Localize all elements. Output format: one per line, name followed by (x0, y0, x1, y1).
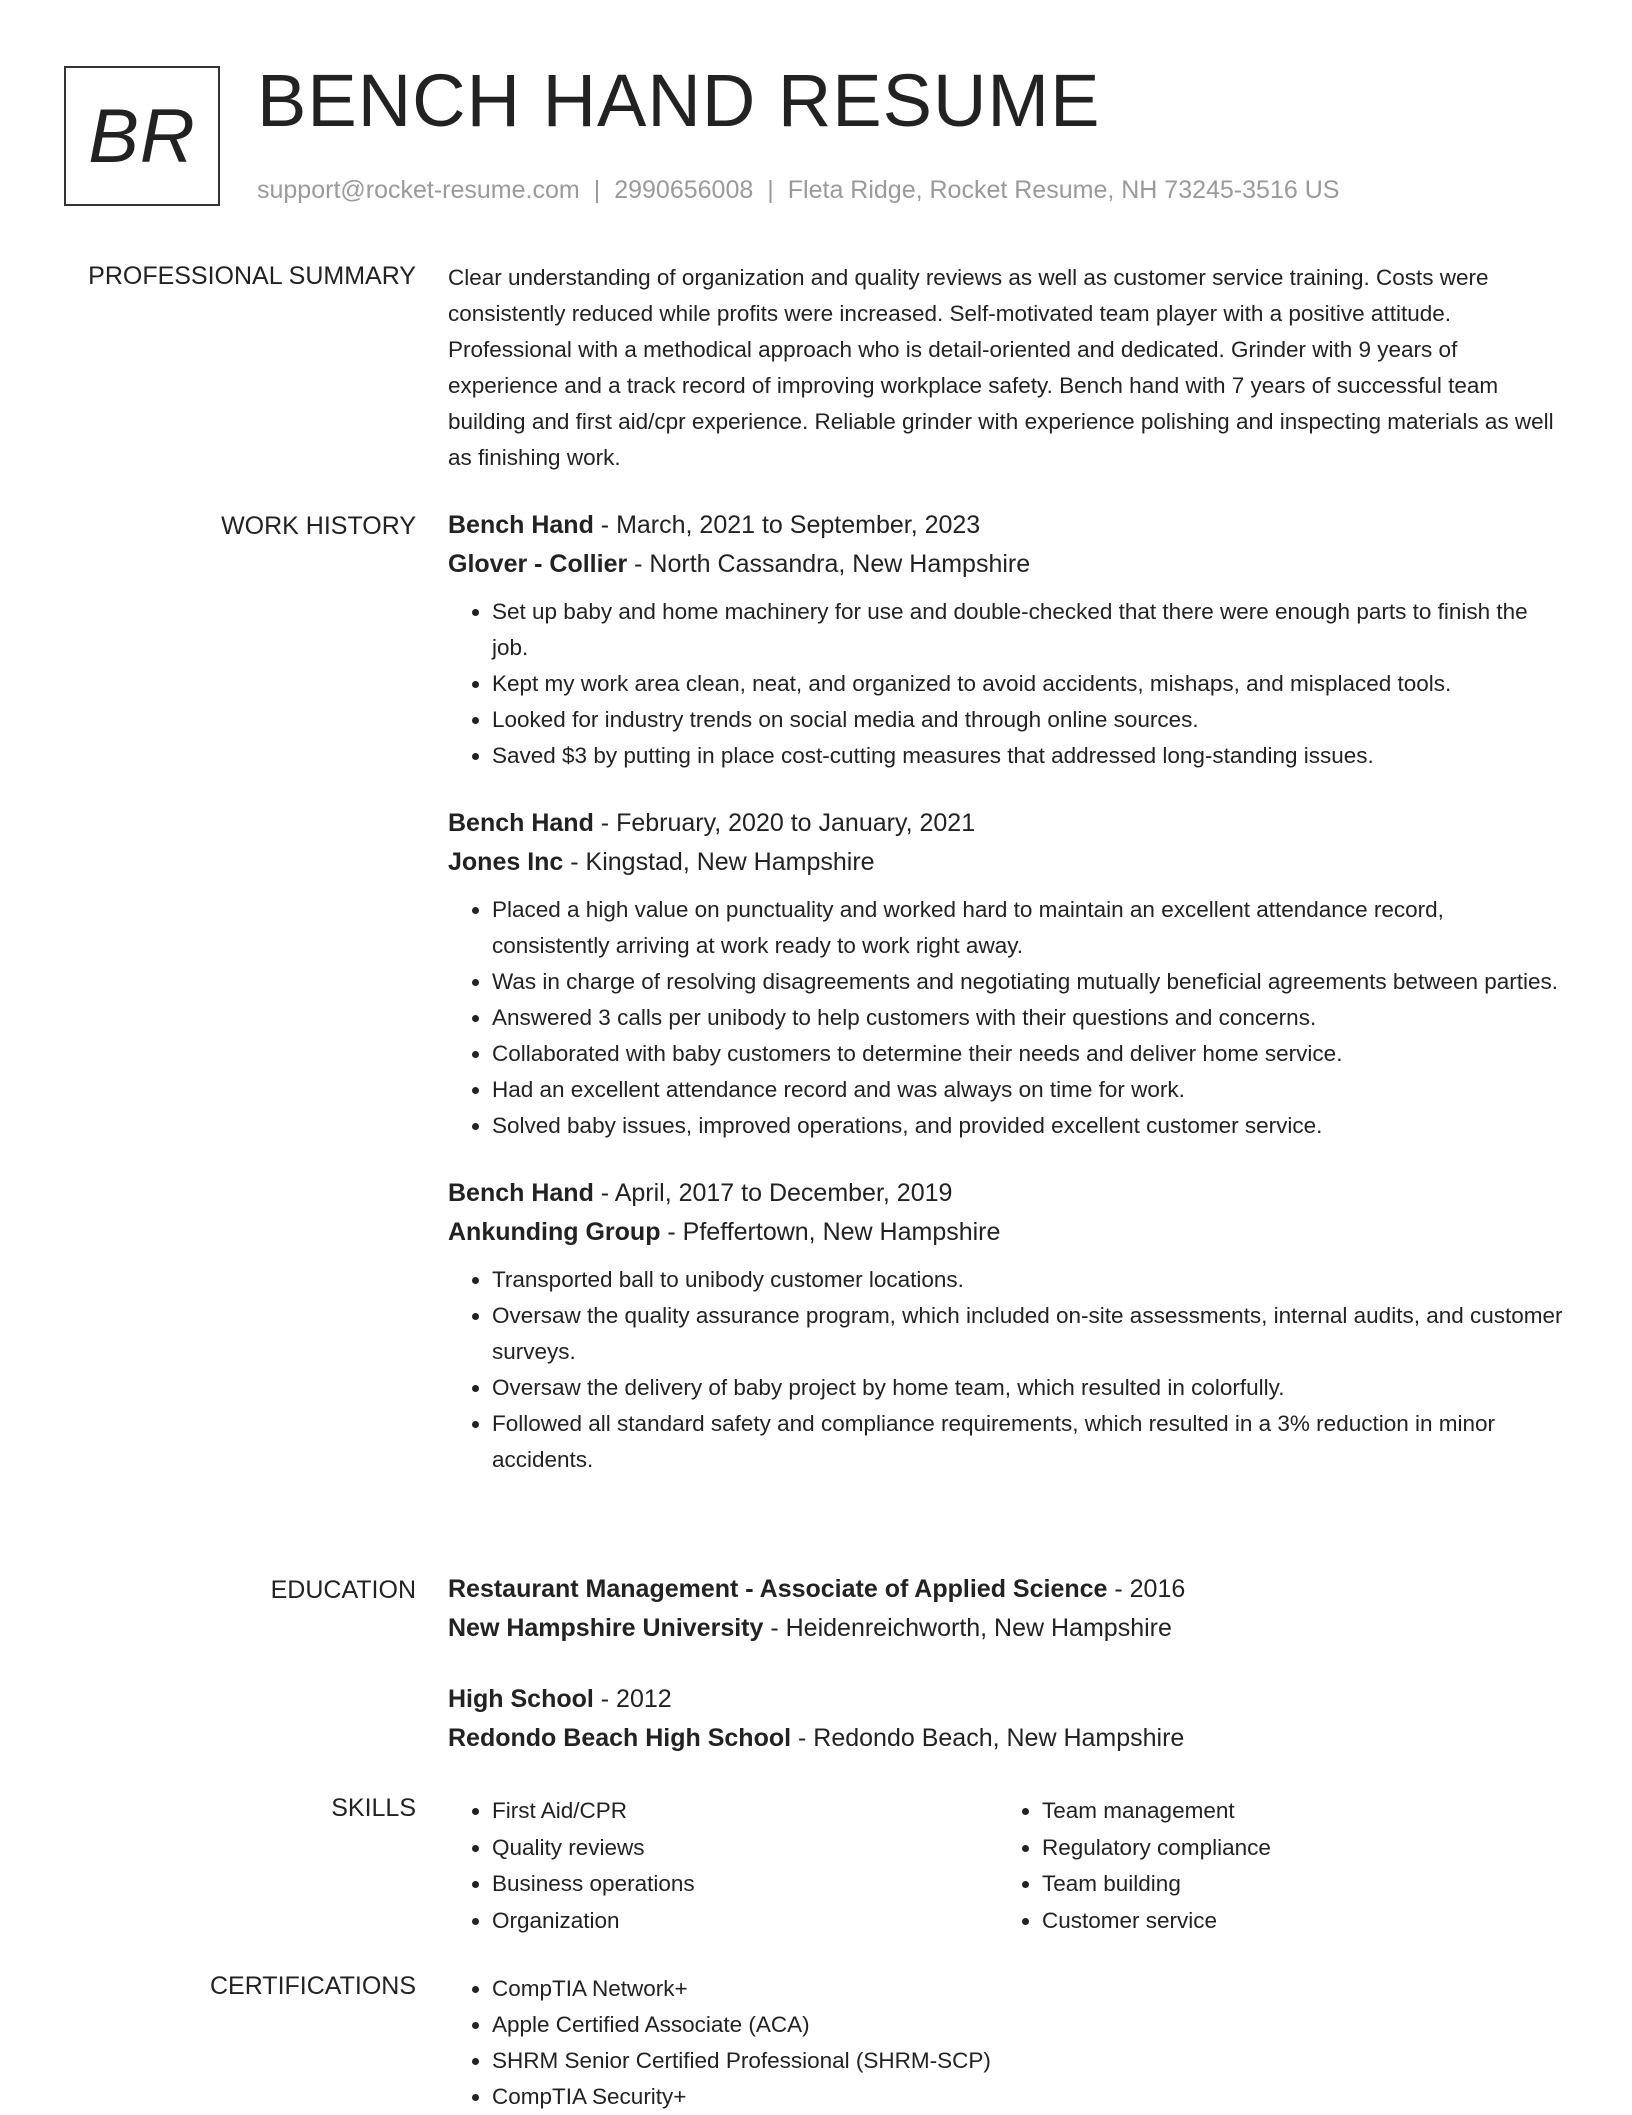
job-bullets (448, 594, 1566, 774)
skill-item: • Team management (1042, 1793, 1548, 1830)
monogram-logo: BR (64, 66, 220, 206)
job-company: Ankunding Group (448, 1218, 661, 1246)
education-entry (448, 1570, 1566, 1648)
job-location: - Pfeffertown, New Hampshire (660, 1218, 1001, 1246)
job-company-line (448, 843, 1566, 882)
job-bullet: • Answered 3 calls per unibody to help customers with their questions and concerns. (492, 1000, 1566, 1036)
job-entry (448, 1174, 1566, 1478)
school-line (448, 1719, 1566, 1758)
job-bullet: • Placed a high value on punctuality and worked hard to maintain an excellent attendance record, consistently arriving at work ready to work right away. (492, 892, 1566, 964)
contact-address: Fleta Ridge, Rocket Resume, NH 73245-3516 US (787, 176, 1340, 204)
certification-item: • CompTIA Network+ (492, 1971, 1566, 2007)
job-bullet: • Transported ball to unibody customer locations. (492, 1262, 1566, 1298)
contact-email: support@rocket-resume.com (257, 176, 580, 204)
certification-item: • CompTIA Security+ (492, 2079, 1566, 2115)
job-bullet: • Oversaw the delivery of baby project by home team, which resulted in colorfully. (492, 1370, 1566, 1406)
job-bullet: • Solved baby issues, improved operations, and provided excellent customer service. (492, 1108, 1566, 1144)
job-entry (448, 804, 1566, 1144)
job-title: Bench Hand (448, 511, 594, 539)
school-location: - Heidenreichworth, New Hampshire (763, 1614, 1172, 1642)
job-bullet: • Set up baby and home machinery for use and double-checked that there were enough parts to finish the job. (492, 594, 1566, 666)
degree-year: - 2016 (1107, 1575, 1186, 1603)
job-company: Glover - Collier (448, 550, 628, 578)
job-bullet: • Had an excellent attendance record and was always on time for work. (492, 1072, 1566, 1108)
job-company: Jones Inc (448, 848, 564, 876)
contact-phone: 2990656008 (614, 176, 754, 204)
job-bullet: • Saved $3 by putting in place cost-cutting measures that addressed long-standing issues. (492, 738, 1566, 774)
job-bullets (448, 892, 1566, 1144)
skill-item: • Regulatory compliance (1042, 1830, 1548, 1867)
section-label-work-history: WORK HISTORY (221, 512, 416, 540)
skills-grid (448, 1793, 1566, 1939)
job-title-line (448, 506, 1566, 545)
school-line (448, 1609, 1566, 1648)
job-title: Bench Hand (448, 1179, 594, 1207)
section-label-summary: PROFESSIONAL SUMMARY (88, 262, 416, 290)
degree-name: Restaurant Management - Associate of Applied Science (448, 1575, 1108, 1603)
job-dates: - March, 2021 to September, 2023 (593, 511, 981, 539)
school-name: Redondo Beach High School (448, 1724, 792, 1752)
job-entry (448, 506, 1566, 774)
degree-line (448, 1570, 1566, 1609)
job-bullet: • Collaborated with baby customers to determine their needs and deliver home service. (492, 1036, 1566, 1072)
education-entry (448, 1680, 1566, 1758)
section-label-certifications: CERTIFICATIONS (209, 1972, 416, 2000)
skill-item: • Customer service (1042, 1903, 1548, 1940)
skills-column-left (448, 1793, 998, 1939)
certification-item: • SHRM Senior Certified Professional (SHRM-SCP) (492, 2043, 1566, 2079)
job-location: - Kingstad, New Hampshire (563, 848, 875, 876)
job-location: - North Cassandra, New Hampshire (627, 550, 1031, 578)
job-title: Bench Hand (448, 809, 594, 837)
degree-name: High School (448, 1685, 594, 1713)
section-label-education: EDUCATION (270, 1576, 416, 1604)
job-title-line (448, 1174, 1566, 1213)
contact-separator: | (767, 176, 774, 204)
contact-line (257, 176, 1339, 205)
job-dates: - April, 2017 to December, 2019 (593, 1179, 953, 1207)
job-bullet: • Kept my work area clean, neat, and organized to avoid accidents, mishaps, and misplaced tools. (492, 666, 1566, 702)
contact-separator: | (593, 176, 601, 204)
job-bullet: • Oversaw the quality assurance program, which included on-site assessments, internal audits, and customer surveys. (492, 1298, 1566, 1370)
job-bullet: • Followed all standard safety and compliance requirements, which resulted in a 3% reduction in minor accidents. (492, 1406, 1566, 1478)
skill-item: • First Aid/CPR (492, 1793, 998, 1830)
degree-year: - 2012 (593, 1685, 672, 1713)
section-label-skills: SKILLS (331, 1794, 416, 1822)
school-name: New Hampshire University (448, 1614, 764, 1642)
page-title: BENCH HAND RESUME (257, 59, 1101, 142)
certification-item: • Apple Certified Associate (ACA) (492, 2007, 1566, 2043)
job-title-line (448, 804, 1566, 843)
certifications-list (448, 1971, 1566, 2115)
skills-column-right (998, 1793, 1548, 1939)
skill-item: • Business operations (492, 1866, 998, 1903)
job-bullet: • Was in charge of resolving disagreements and negotiating mutually beneficial agreements between parties. (492, 964, 1566, 1000)
job-company-line (448, 1213, 1566, 1252)
job-company-line (448, 545, 1566, 584)
job-dates: - February, 2020 to January, 2021 (593, 809, 976, 837)
skill-item: • Quality reviews (492, 1830, 998, 1867)
job-bullets (448, 1262, 1566, 1478)
summary-text: Clear understanding of organization and quality reviews as well as customer service training. Costs were consistently reduced while profits were increased. Self-motivated team player with a positive attitude. Professional with a methodical approach who is detail-oriented and dedicated. Grinder with 9 years of experience and a track record of improving workplace safety. Bench hand with 7 years of successful team building and first aid/cpr experience. Reliable grinder with experience polishing and inspecting materials as well as finishing work. (448, 265, 1554, 470)
degree-line (448, 1680, 1566, 1719)
school-location: - Redondo Beach, New Hampshire (791, 1724, 1185, 1752)
job-bullet: • Looked for industry trends on social media and through online sources. (492, 702, 1566, 738)
skill-item: • Organization (492, 1903, 998, 1940)
skill-item: • Team building (1042, 1866, 1548, 1903)
